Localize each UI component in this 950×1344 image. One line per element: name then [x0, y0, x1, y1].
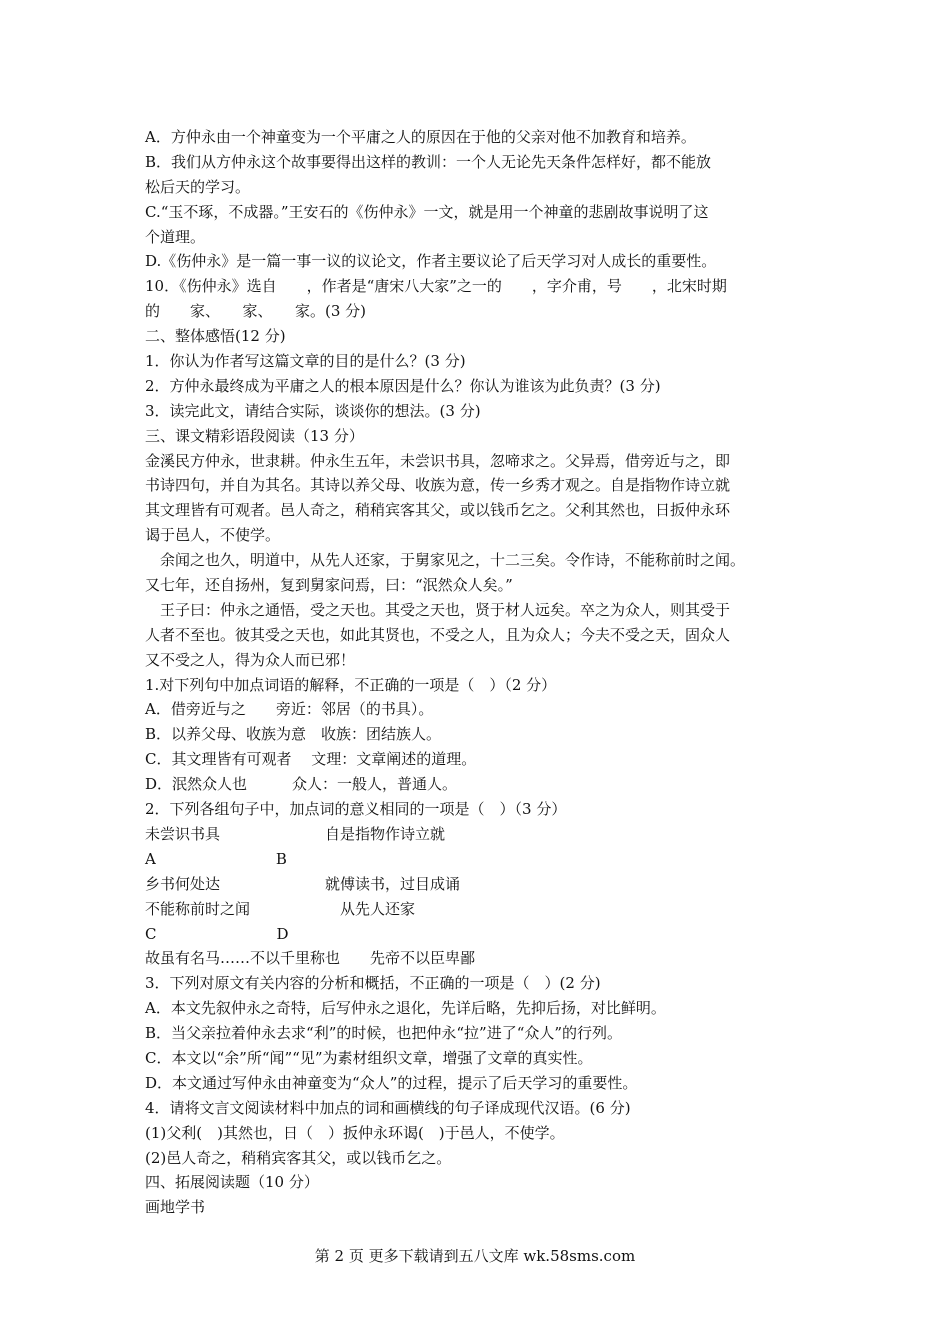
text-line: 书诗四句，并自为其名。其诗以养父母、收族为意，传一乡秀才观之。自是指物作诗立就 — [145, 476, 731, 495]
text-line: 1.对下列句中加点词语的解释，不正确的一项是（ ）（2 分） — [145, 675, 557, 694]
text-line: C.“玉不琢，不成器。”王安石的《伤仲永》一文，就是用一个神童的悲剧故事说明了这 — [145, 202, 709, 221]
text-line: 故虽有名马……不以千里称也 先帝不以臣卑鄙 — [145, 949, 476, 968]
text-line: 4．请将文言文阅读材料中加点的词和画横线的句子译成现代汉语。(6 分) — [145, 1098, 631, 1117]
text-line: 1．你认为作者写这篇文章的目的是什么？(3 分) — [145, 352, 466, 371]
text-line: 的 家、 家、 家。(3 分) — [145, 302, 367, 321]
text-line: 松后天的学习。 — [145, 177, 251, 196]
text-line: C．其文理皆有可观者 文理：文章阐述的道理。 — [145, 750, 477, 769]
text-line: 四、拓展阅读题（10 分） — [145, 1173, 319, 1192]
text-line: C D — [145, 924, 289, 943]
text-line: A．借旁近与之 旁近：邻居（的书具）。 — [145, 700, 434, 719]
text-line: A B — [145, 849, 287, 868]
text-line: D．泯然众人也 众人：一般人，普通人。 — [145, 775, 458, 794]
text-line: 二、整体感悟(12 分) — [145, 327, 286, 346]
text-line: 未尝识书具 自是指物作诗立就 — [145, 824, 446, 843]
text-line: D．本文通过写仲永由神童变为“众人”的过程，提示了后天学习的重要性。 — [145, 1073, 638, 1092]
text-line: 三、课文精彩语段阅读（13 分） — [145, 426, 364, 445]
text-line: D.《伤仲永》是一篇一事一议的议论文，作者主要议论了后天学习对人成长的重要性。 — [145, 252, 717, 271]
text-line: 其文理皆有可观者。邑人奇之，稍稍宾客其父，或以钱币乞之。父利其然也，日扳仲永环 — [145, 501, 731, 520]
text-line: 余闻之也久，明道中，从先人还家，于舅家见之，十二三矣。令作诗，不能称前时之闻。 — [145, 551, 746, 570]
text-line: 不能称前时之闻 从先人还家 — [145, 899, 416, 918]
text-line: 2．方仲永最终成为平庸之人的根本原因是什么？你认为谁该为此负责？(3 分) — [145, 376, 661, 395]
page-footer: 第 2 页 更多下载请到五八文库 wk.58sms.com — [314, 1247, 636, 1265]
text-line: 金溪民方仲永，世隶耕。仲永生五年，未尝识书具，忽啼求之。父异焉，借旁近与之，即 — [145, 451, 731, 470]
text-line: C．本文以“余”所“闻”“见”为素材组织文章，增强了文章的真实性。 — [145, 1048, 593, 1067]
text-line: 又不受之人，得为众人而已邪！ — [145, 650, 356, 669]
page-body — [145, 125, 820, 1220]
text-line: 画地学书 — [145, 1198, 206, 1217]
text-line: (2)邑人奇之，稍稍宾客其父，或以钱币乞之。 — [145, 1148, 452, 1167]
text-line: 2．下列各组句子中，加点词的意义相同的一项是（ ）（3 分） — [145, 800, 567, 819]
text-line: B．以养父母、收族为意 收族：团结族人。 — [145, 725, 442, 744]
text-line: 3．读完此文，请结合实际，谈谈你的想法。(3 分) — [145, 401, 481, 420]
text-line: 3．下列对原文有关内容的分析和概括，不正确的一项是（ ）(2 分) — [145, 974, 601, 993]
text-line: 人者不至也。彼其受之天也，如此其贤也，不受之人，且为众人；今夫不受之天，固众人 — [145, 625, 731, 644]
text-line: A．方仲永由一个神童变为一个平庸之人的原因在于他的父亲对他不加教育和培养。 — [145, 128, 696, 146]
text-line: 又七年，还自扬州，复到舅家问焉，曰：“泯然众人矣。” — [145, 576, 513, 595]
text-line: B．我们从方仲永这个故事要得出这样的教训：一个人无论先天条件怎样好，都不能放 — [145, 152, 712, 171]
text-line: 王子曰：仲永之通悟，受之天也。其受之天也，贤于材人远矣。卒之为众人，则其受于 — [145, 600, 731, 619]
text-line: 乡书何处达 就傅读书，过目成诵 — [145, 874, 461, 893]
text-line: (1)父利( )其然也，日（ ）扳仲永环谒( )于邑人，不使学。 — [145, 1123, 565, 1142]
text-line: 谒于邑人，不使学。 — [145, 526, 281, 545]
text-line: 10．《伤仲永》选自 ，作者是“唐宋八大家”之一的 ，字介甫，号 ，北宋时期 — [145, 277, 727, 296]
text-line: 个道理。 — [145, 227, 206, 246]
text-line: A．本文先叙仲永之奇特，后写仲永之退化，先详后略，先抑后扬，对比鲜明。 — [145, 999, 666, 1018]
text-line: B．当父亲拉着仲永去求“利”的时候，也把仲永“拉”进了“众人”的行列。 — [145, 1024, 623, 1043]
